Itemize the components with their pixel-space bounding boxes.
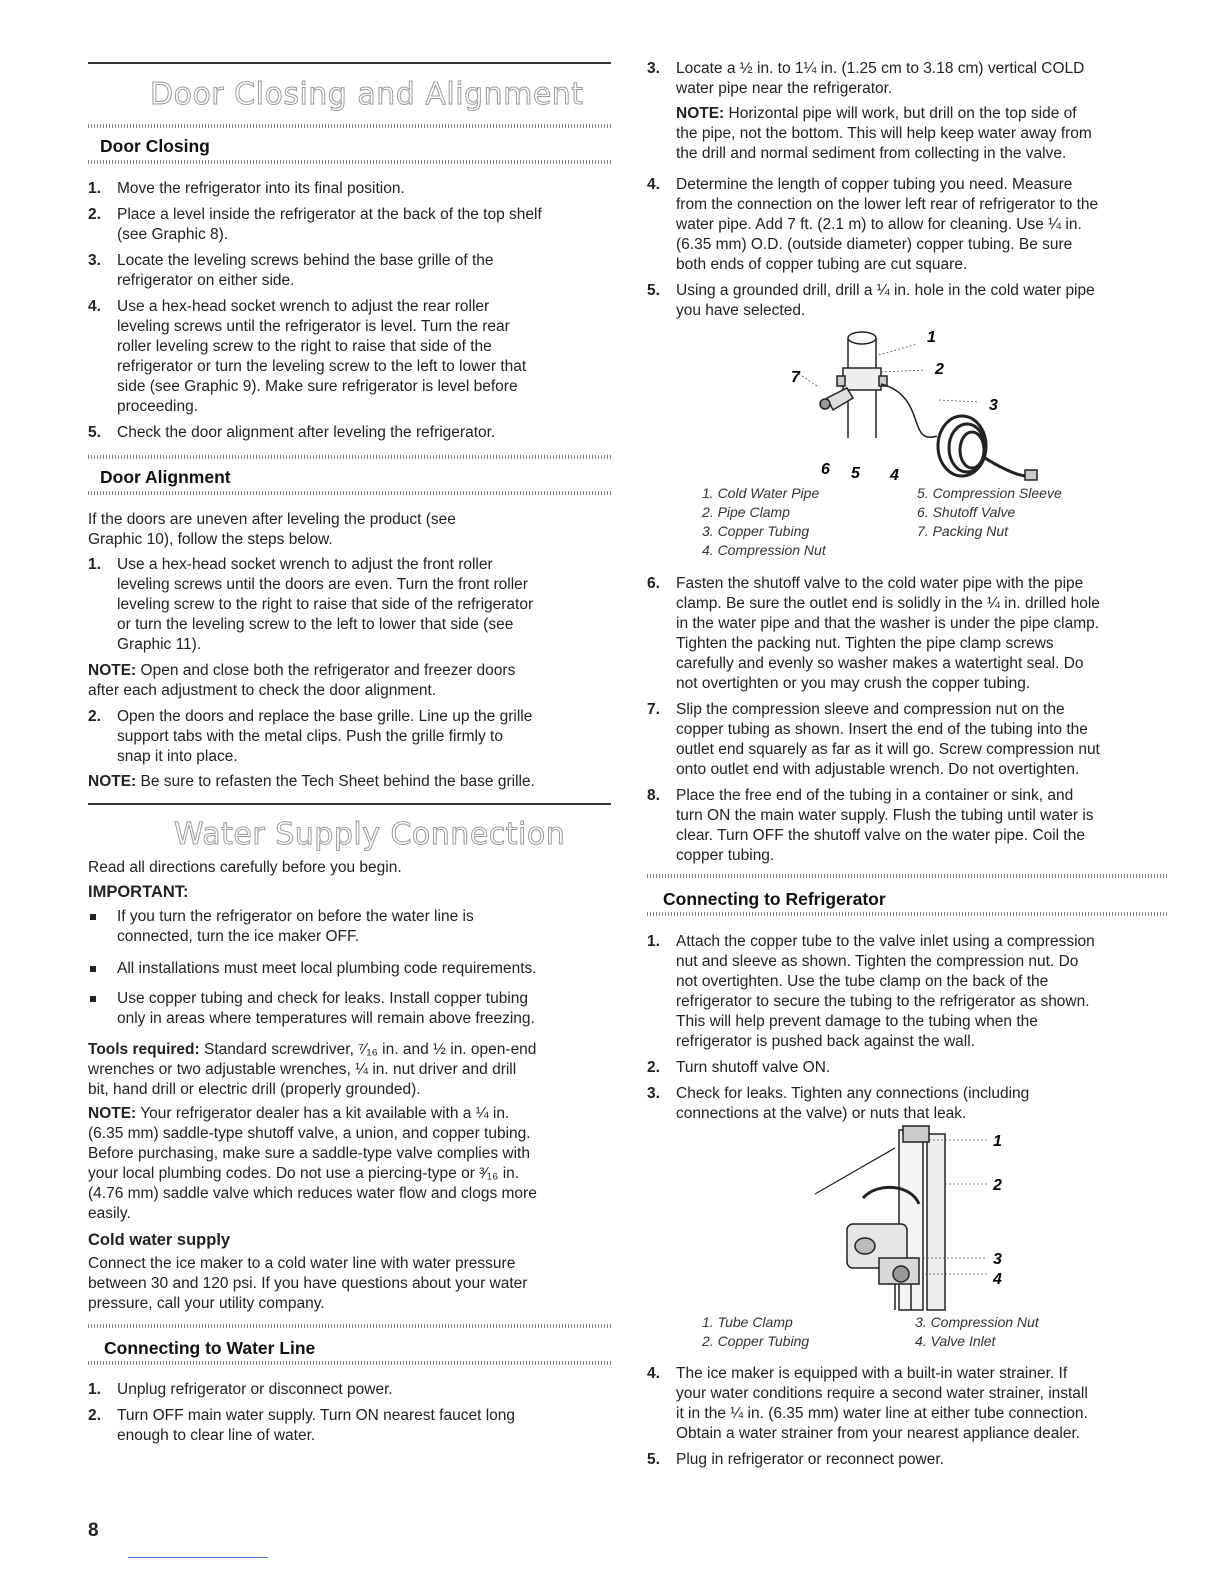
callout-4: 4 xyxy=(993,1271,1002,1288)
divider xyxy=(88,1324,611,1328)
list-item: Check for leaks. Tighten any connections (including connections at the valve) or nuts that leak. xyxy=(676,1085,1030,1122)
step-number: 5. xyxy=(647,1451,660,1468)
callout-3: 3 xyxy=(989,397,998,414)
step-number: 2. xyxy=(647,1059,660,1076)
step-number: 3. xyxy=(88,252,101,269)
step-number: 4. xyxy=(647,176,660,193)
step-number: 2. xyxy=(88,708,101,725)
step-number: 5. xyxy=(647,282,660,299)
callout-5: 5 xyxy=(851,465,860,482)
figure1-captions-left: 1. Cold Water Pipe 2. Pipe Clamp 3. Copper Tubing 4. Compression Nut xyxy=(702,485,826,558)
divider xyxy=(88,124,611,128)
section-rule xyxy=(88,62,611,64)
step-number: 4. xyxy=(647,1365,660,1382)
list-item: Locate a ½ in. to 1¼ in. (1.25 cm to 3.18 cm) vertical COLD water pipe near the refrigerator. xyxy=(676,60,1085,97)
shutoff-valve-diagram xyxy=(777,326,1047,484)
note: NOTE: Be sure to refasten the Tech Sheet behind the base grille. xyxy=(88,773,535,790)
list-item: Turn OFF main water supply. Turn ON nearest faucet long enough to clear line of water. xyxy=(117,1407,515,1444)
note: NOTE: Your refrigerator dealer has a kit available with a ¼ in. (6.35 mm) saddle-type shutoff valve, a union, and copper tubing. Before purchasing, make sure a saddle-type valve complies with your local plumbing codes. Do not use a piercing-type or ³⁄₁₆ in. (4.76 mm) saddle valve which reduces water flow and clogs more easily. xyxy=(88,1105,537,1222)
step-number: 1. xyxy=(88,1381,101,1398)
divider xyxy=(88,160,611,164)
important-label: IMPORTANT: xyxy=(88,883,189,901)
footer-rule xyxy=(128,1557,268,1558)
valve-inlet-diagram xyxy=(807,1124,1007,1314)
step-number: 2. xyxy=(88,1407,101,1424)
list-item: All installations must meet local plumbing code requirements. xyxy=(117,960,537,977)
connecting-refrigerator-heading: Connecting to Refrigerator xyxy=(663,889,886,909)
list-item: Use a hex-head socket wrench to adjust the front roller leveling screws until the doors are even. Turn the front roller leveling screw to the right to raise that side of the refrigerator or turn the leveling screw to the left to lower that side (see Graphic 11). xyxy=(117,556,534,653)
divider xyxy=(88,455,611,459)
callout-6: 6 xyxy=(821,461,830,478)
callout-7: 7 xyxy=(791,369,800,386)
figure2-captions-right: 3. Compression Nut 4. Valve Inlet xyxy=(915,1314,1039,1349)
divider xyxy=(88,491,611,495)
step-number: 2. xyxy=(88,206,101,223)
water-line-heading: Connecting to Water Line xyxy=(104,1338,316,1358)
list-item: Attach the copper tube to the valve inlet using a compression nut and sleeve as shown. Tighten the compression nut. Do not overtighten. Use the tube clamp on the back of the refrigerator to secure the tubing to the refrigerator as shown. This will help prevent damage to the tubing when the refrigerator is pushed back against the wall. xyxy=(676,933,1095,1050)
list-item: Check the door alignment after leveling the refrigerator. xyxy=(117,424,496,441)
list-item: Place a level inside the refrigerator at the back of the top shelf (see Graphic 8). xyxy=(117,206,542,243)
bullet xyxy=(90,914,96,920)
step-number: 4. xyxy=(88,298,101,315)
door-section-title: Door Closing and Alignment xyxy=(150,77,584,112)
tools-paragraph: Tools required: Standard screwdriver, ⁷⁄₁₆ in. and ½ in. open-end wrenches or two adjustable wrenches, ¼ in. nut driver and drill bit, hand drill or electric drill (properly grounded). xyxy=(88,1041,537,1098)
callout-2: 2 xyxy=(993,1177,1002,1194)
list-item: If you turn the refrigerator on before the water line is connected, turn the ice maker OFF. xyxy=(117,908,474,945)
list-item: Turn shutoff valve ON. xyxy=(676,1059,831,1076)
door-alignment-heading: Door Alignment xyxy=(100,467,231,487)
callout-4: 4 xyxy=(890,467,899,484)
callout-2: 2 xyxy=(935,361,944,378)
step-number: 3. xyxy=(647,1085,660,1102)
cold-water-heading: Cold water supply xyxy=(88,1231,231,1249)
list-item: Locate the leveling screws behind the base grille of the refrigerator on either side. xyxy=(117,252,494,289)
note: NOTE: Open and close both the refrigerator and freezer doors after each adjustment to check the door alignment. xyxy=(88,662,516,699)
list-item: Place the free end of the tubing in a container or sink, and turn ON the main water supply. Flush the tubing until water is clear. Turn OFF the shutoff valve on the water pipe. Coil the copper tubing. xyxy=(676,787,1094,864)
section-rule xyxy=(88,803,611,805)
note: NOTE: Horizontal pipe will work, but drill on the top side of the pipe, not the bottom. This will help keep water away from the drill and normal sediment from collecting in the valve. xyxy=(676,105,1092,162)
step-number: 7. xyxy=(647,701,660,718)
list-item: Move the refrigerator into its final position. xyxy=(117,180,405,197)
divider xyxy=(647,912,1169,916)
list-item: Fasten the shutoff valve to the cold water pipe with the pipe clamp. Be sure the outlet end is solidly in the ¼ in. drilled hole in the water pipe and that the washer is under the pipe clamp. Tighten the packing nut. Tighten the pipe clamp screws carefully and evenly so washer makes a watertight seal. Do not overtighten or you may crush the copper tubing. xyxy=(676,575,1100,692)
water-section-title: Water Supply Connection xyxy=(174,817,566,852)
list-item: Slip the compression sleeve and compression nut on the copper tubing as shown. Insert the end of the tubing into the outlet end squarely as far as it will go. Screw compression nut onto outlet end with adjustable wrench. Do not overtighten. xyxy=(676,701,1100,778)
bullet xyxy=(90,996,96,1002)
paragraph: Connect the ice maker to a cold water line with water pressure between 30 and 120 psi. If you have questions about your water pressure, call your utility company. xyxy=(88,1255,528,1312)
paragraph: If the doors are uneven after leveling the product (see Graphic 10), follow the steps below. xyxy=(88,511,456,548)
list-item: Unplug refrigerator or disconnect power. xyxy=(117,1381,393,1398)
bullet xyxy=(90,966,96,972)
step-number: 1. xyxy=(88,180,101,197)
callout-1: 1 xyxy=(993,1133,1002,1150)
callout-3: 3 xyxy=(993,1251,1002,1268)
list-item: The ice maker is equipped with a built-in water strainer. If your water conditions require a second water strainer, install it in the ¼ in. (6.35 mm) water line at either tube connection. Obtain a water strainer from your nearest appliance dealer. xyxy=(676,1365,1088,1442)
step-number: 1. xyxy=(647,933,660,950)
step-number: 6. xyxy=(647,575,660,592)
divider xyxy=(88,1361,611,1365)
divider xyxy=(647,874,1169,878)
step-number: 5. xyxy=(88,424,101,441)
door-closing-heading: Door Closing xyxy=(100,136,210,156)
list-item: Using a grounded drill, drill a ¼ in. hole in the cold water pipe you have selected. xyxy=(676,282,1095,319)
list-item: Open the doors and replace the base grille. Line up the grille support tabs with the metal clips. Push the grille firmly to snap it into place. xyxy=(117,708,533,765)
step-number: 3. xyxy=(647,60,660,77)
list-item: Determine the length of copper tubing you need. Measure from the connection on the lower left rear of refrigerator to the water pipe. Add 7 ft. (2.1 m) to allow for cleaning. Use ¼ in. (6.35 mm) O.D. (outside diameter) copper tubing. Be sure both ends of copper tubing are cut square. xyxy=(676,176,1099,273)
paragraph: Read all directions carefully before you begin. xyxy=(88,859,402,876)
figure1-captions-right: 5. Compression Sleeve 6. Shutoff Valve 7. Packing Nut xyxy=(917,485,1062,539)
list-item: Use copper tubing and check for leaks. Install copper tubing only in areas where temperatures will remain above freezing. xyxy=(117,990,535,1027)
list-item: Use a hex-head socket wrench to adjust the rear roller leveling screws until the refrigerator is level. Turn the rear roller leveling screw to the right to raise that side of the refrigerator or turn the leveling screw to the left to lower that side (see Graphic 9). Make sure refrigerator is level before proceeding. xyxy=(117,298,527,415)
figure2-captions-left: 1. Tube Clamp 2. Copper Tubing xyxy=(702,1314,810,1349)
step-number: 8. xyxy=(647,787,660,804)
step-number: 1. xyxy=(88,556,101,573)
callout-1: 1 xyxy=(927,329,936,346)
list-item: Plug in refrigerator or reconnect power. xyxy=(676,1451,944,1468)
page-number: 8 xyxy=(88,1520,99,1541)
